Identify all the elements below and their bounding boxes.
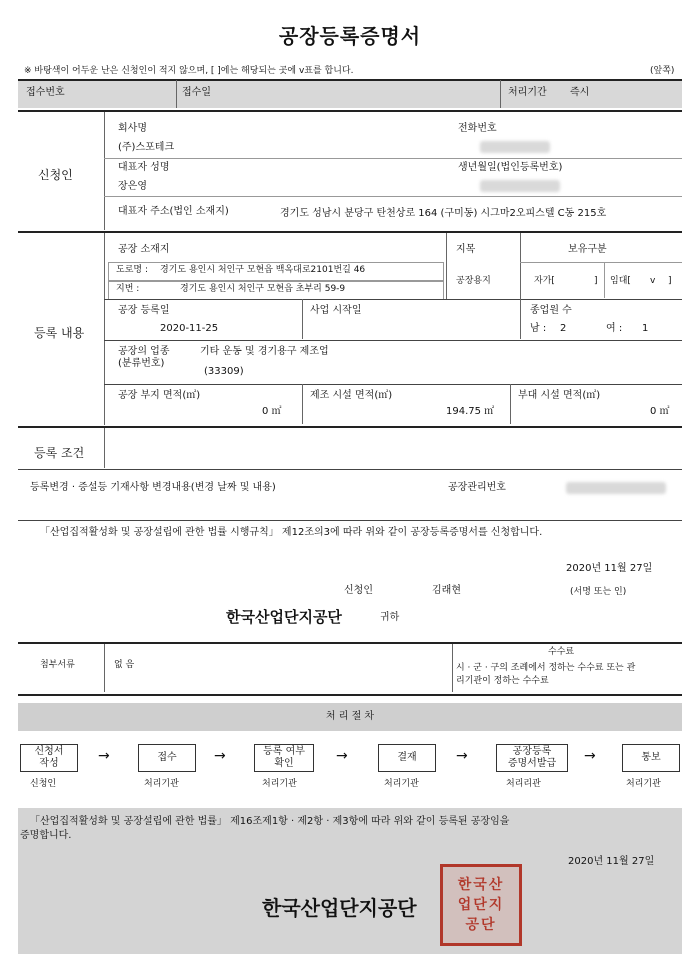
form-note: ※ 바탕색이 어두운 난은 신청인이 적지 않으며, [ ]에는 해당되는 곳에 v표를 합니다. <box>24 66 354 76</box>
start-date-label: 사업 시작일 <box>310 305 362 316</box>
address-label: 대표자 주소(법인 소재지) <box>118 206 229 217</box>
mgmt-number-label: 공장관리번호 <box>448 482 506 493</box>
birth-label: 생년월일(법인등록번호) <box>458 162 563 173</box>
lot-label: 지번 : <box>116 284 140 294</box>
request-date: 2020년 11월 27일 <box>566 563 653 574</box>
recipient-suffix: 귀하 <box>380 612 400 623</box>
procedure-actor-1: 신청인 <box>30 779 57 789</box>
female-label: 여 : <box>606 323 623 334</box>
address-value: 경기도 성남시 분당구 탄천상로 164 (구미동) 시그마2오피스텔 C동 215호 <box>280 208 607 219</box>
lease-checkbox-label: 임대[ <box>610 276 631 286</box>
ownership-label: 보유구분 <box>568 244 607 255</box>
male-value: 2 <box>560 323 567 334</box>
company-label: 회사명 <box>118 123 147 134</box>
official-seal <box>440 864 522 946</box>
phone-label: 전화번호 <box>458 123 497 134</box>
own-checkbox-label: 자가[ <box>534 276 555 286</box>
jimok-value: 공장용지 <box>456 276 491 286</box>
site-area-value: 0 ㎡ <box>262 406 282 417</box>
arrow-icon: → <box>336 748 348 764</box>
certification-section <box>18 808 682 954</box>
receipt-date-label: 접수일 <box>182 87 211 98</box>
lease-checkbox-mark: v <box>650 276 656 286</box>
mgmt-number-redacted <box>566 482 666 494</box>
procedure-step-3: 등록 여부 확인 <box>254 744 314 772</box>
own-checkbox-close: ] <box>594 276 598 286</box>
industry-value: 기타 운동 및 경기용구 제조업 <box>200 346 329 357</box>
female-value: 1 <box>642 323 649 334</box>
registration-section-label: 등록 내용 <box>34 326 85 340</box>
procedure-step-4: 결재 <box>378 744 436 772</box>
location-label: 공장 소재지 <box>118 244 170 255</box>
conditions-label: 등록 조건 <box>34 446 85 460</box>
ceo-value: 장은영 <box>118 181 147 192</box>
male-label: 남 : <box>530 323 547 334</box>
arrow-icon: → <box>584 748 596 764</box>
mfg-area-label: 제조 시설 면적(㎡) <box>310 390 393 401</box>
page-side: (앞쪽) <box>650 66 675 76</box>
changes-label: 등록변경 · 증설등 기재사항 변경내용(변경 날짜 및 내용) <box>30 482 276 493</box>
recipient-name: 한국산업단지공단 <box>226 608 342 626</box>
industry-label: 공장의 업종 <box>118 346 170 357</box>
procedure-step-2: 접수 <box>138 744 196 772</box>
applicant-section-label: 신청인 <box>38 168 73 182</box>
fee-label: 수수료 <box>548 647 575 657</box>
lot-value: 경기도 용인시 처인구 모현읍 초부리 59-9 <box>180 284 346 294</box>
fee-text-line1: 시 · 군 · 구의 조례에서 정하는 수수료 또는 관 <box>456 663 636 673</box>
phone-value-redacted <box>480 141 550 153</box>
arrow-icon: → <box>98 748 110 764</box>
procedure-actor-3: 처리기관 <box>262 779 297 789</box>
employees-label: 종업원 수 <box>530 305 572 316</box>
certify-statement: 「산업집적활성화 및 공장설립에 관한 법률」 제16조제1항 · 제2항 · 제3항에 따라 위와 같이 등록된 공장임을 <box>30 816 510 827</box>
seal-text: 한국산업단지공단 <box>457 877 505 933</box>
company-value: (주)스포테크 <box>118 142 175 153</box>
jimok-label: 지목 <box>456 244 476 255</box>
certify-date: 2020년 11월 27일 <box>568 856 655 867</box>
procedure-step-5: 공장등록 증명서발급 <box>496 744 568 772</box>
processing-period-value: 즉시 <box>570 87 590 98</box>
aux-area-value: 0 ㎡ <box>650 406 670 417</box>
industry-code: (33309) <box>204 366 244 377</box>
request-statement: 「산업집적활성화 및 공장설립에 관한 법률 시행규칙」 제12조의3에 따라 위와 같이 공장등록증명서를 신청합니다. <box>40 527 543 538</box>
attachments-label: 첨부서류 <box>40 660 75 670</box>
procedure-step-6: 통보 <box>622 744 680 772</box>
procedure-actor-6: 처리기관 <box>626 779 661 789</box>
industry-label-code: (분류번호) <box>118 358 165 369</box>
arrow-icon: → <box>456 748 468 764</box>
page-title: 공장등록증명서 <box>278 24 422 48</box>
birth-value-redacted <box>480 180 560 192</box>
procedure-actor-4: 처리기관 <box>384 779 419 789</box>
certify-statement-end: 증명합니다. <box>20 830 72 841</box>
procedure-step-1: 신청서 작성 <box>20 744 78 772</box>
road-label: 도로명 : <box>116 265 148 275</box>
receipt-number-label: 접수번호 <box>26 87 65 98</box>
issuer-name: 한국산업단지공단 <box>262 896 417 920</box>
site-area-label: 공장 부지 면적(㎡) <box>118 390 201 401</box>
road-value: 경기도 용인시 처인구 모현읍 백옥대로2101번길 46 <box>160 265 366 275</box>
procedure-actor-2: 처리기관 <box>144 779 179 789</box>
signer-label: 신청인 <box>344 585 373 596</box>
reg-date-value: 2020-11-25 <box>160 323 219 334</box>
mfg-area-value: 194.75 ㎡ <box>446 406 495 417</box>
fee-text-line2: 리기관이 정하는 수수료 <box>456 676 549 686</box>
reg-date-label: 공장 등록일 <box>118 305 170 316</box>
attachments-value: 없 음 <box>114 660 135 670</box>
procedure-title: 처 리 절 차 <box>325 711 375 722</box>
sign-hint: (서명 또는 인) <box>570 587 627 597</box>
aux-area-label: 부대 시설 면적(㎡) <box>518 390 601 401</box>
signer-name: 김래현 <box>432 585 461 596</box>
ceo-label: 대표자 성명 <box>118 162 170 173</box>
procedure-actor-5: 처리리관 <box>506 779 541 789</box>
lease-checkbox-close: ] <box>668 276 672 286</box>
arrow-icon: → <box>214 748 226 764</box>
processing-period-label: 처리기간 <box>508 87 547 98</box>
